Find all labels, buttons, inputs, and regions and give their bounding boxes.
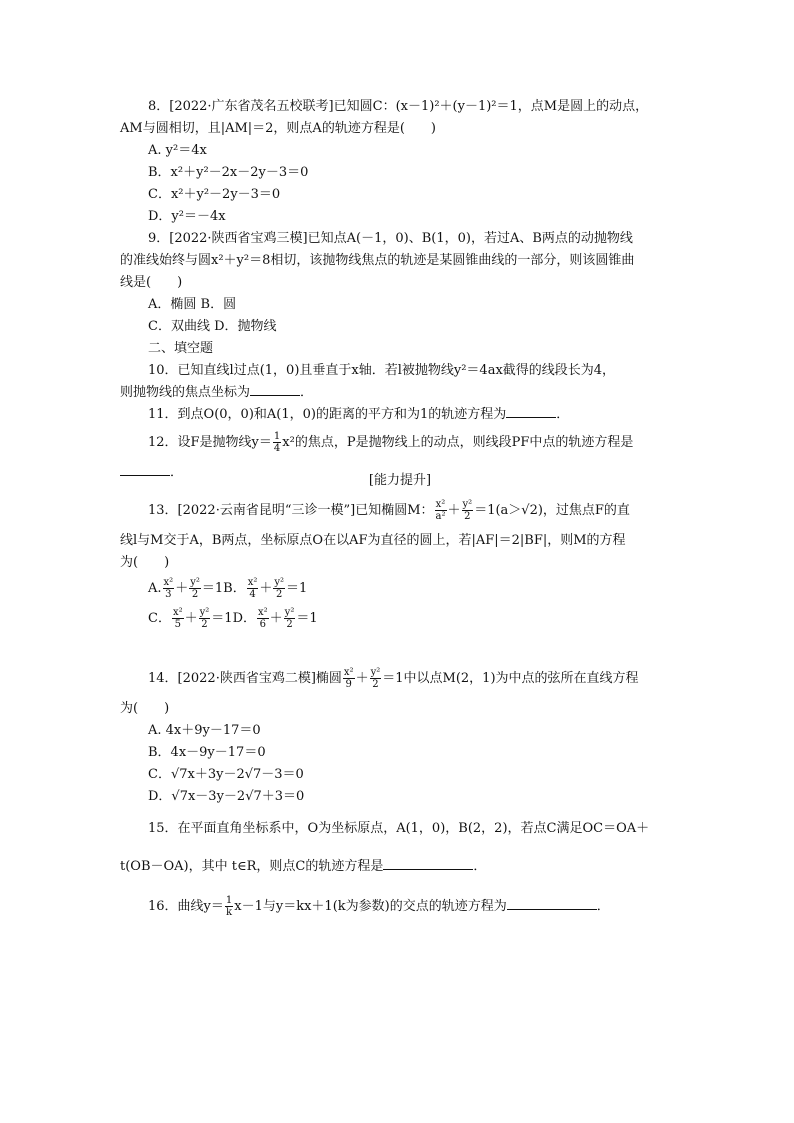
q13-a-frac-1-den: 3	[165, 589, 172, 600]
q13-option-b-end: ＝1	[286, 581, 308, 596]
question-15	[120, 818, 680, 878]
q13-d-frac-2	[284, 607, 296, 630]
q13-text-pre: 13．[2022·云南省昆明“三诊一模”]已知椭圆M：	[148, 503, 434, 518]
q13-b-frac-1	[247, 577, 259, 600]
q14-frac-2-num: y²	[370, 667, 381, 678]
q11-end: ．	[556, 407, 570, 422]
q9-options-ab: A．椭圆 B．圆	[148, 297, 237, 312]
q13-frac-1	[435, 499, 447, 522]
q8-option-a: A. y²＝4x	[148, 143, 207, 158]
q12-frac-den: 4	[273, 443, 281, 454]
q13-option-d-label: ＝1D．	[211, 611, 256, 626]
q13-b-frac-2	[273, 577, 285, 600]
q13-b-frac-1-num: x²	[247, 577, 258, 588]
q13-c-frac-2-den: 2	[201, 619, 208, 630]
q13-line2: 线l与M交于A，B两点，坐标原点O在以AF为直径的圆上，若|AF|＝2|BF|，则M的方程	[120, 533, 626, 548]
q13-a-frac-2-num: y²	[190, 577, 200, 588]
question-13	[120, 496, 680, 634]
q13-a-frac-2-den: 2	[191, 589, 199, 600]
q13-d-frac-2-num: y²	[284, 607, 295, 618]
q13-a-frac-2	[189, 577, 201, 600]
q13-c-frac-2	[199, 607, 211, 630]
q13-frac-2	[462, 499, 474, 522]
q16-answer-blank	[507, 897, 597, 910]
q15-line2: t(OB－OA)，其中 t∈R，则点C的轨迹方程是	[120, 859, 384, 874]
q13-line3: 为( )	[120, 555, 170, 570]
q15-answer-blank	[383, 857, 473, 870]
section-fill-in-title: 二、填空题	[148, 341, 214, 356]
section-ability	[120, 470, 680, 492]
q13-b-frac-1-den: 4	[249, 589, 256, 600]
q16-text-pre: 16．曲线y＝	[148, 899, 224, 914]
q13-c-frac-1-den: 5	[174, 619, 181, 630]
q15-end: ．	[473, 859, 487, 874]
q13-frac-1-den: a²	[435, 511, 446, 522]
q14-text-pre: 14．[2022·陕西省宝鸡二模]椭圆	[148, 671, 342, 686]
q13-b-frac-2-den: 2	[276, 589, 283, 600]
q13-c-frac-1	[172, 607, 184, 630]
q14-plus: ＋	[355, 671, 369, 686]
q13-d-frac-1-num: x²	[258, 607, 268, 618]
q9-line2: 的准线始终与圆x²＋y²＝8相切，该抛物线焦点的轨迹是某圆锥曲线的一部分，则该圆锥曲	[120, 253, 635, 268]
q15-line1: 15．在平面直角坐标系中，O为坐标原点，A(1，0)，B(2，2)，若点C满足OC＝OA＋	[148, 821, 650, 836]
q13-c-frac-1-num: x²	[172, 607, 183, 618]
q16-end: ．	[596, 899, 610, 914]
q8-option-d: D．y²＝－4x	[148, 209, 226, 224]
q14-option-b: B．4x－9y－17＝0	[148, 745, 266, 760]
q8-option-c: C．x²＋y²－2y－3＝0	[148, 187, 281, 202]
q13-options-ab	[120, 574, 680, 604]
question-10	[120, 360, 680, 404]
question-11	[120, 404, 680, 426]
q9-options-cd: C．双曲线 D．抛物线	[148, 319, 277, 334]
q12-text-post: x²的焦点，P是抛物线上的动点，则线段PF中点的轨迹方程是	[282, 435, 634, 450]
q13-frac-2-num: y²	[462, 499, 473, 510]
q12-text-pre: 12．设F是抛物线y＝	[148, 435, 272, 450]
section-ability-title: [能力提升]	[368, 473, 432, 488]
q14-line2: 为( )	[120, 701, 170, 716]
question-9	[120, 228, 680, 338]
q13-frac-1-num: x²	[435, 499, 446, 510]
q16-text-post: x－1与y＝kx＋1(k为参数)的交点的轨迹方程为	[234, 899, 507, 914]
q14-option-c: C．√7x＋3y－2√7－3＝0	[148, 767, 304, 782]
q14-frac-2-den: 2	[372, 679, 379, 690]
q14-option-a: A. 4x＋9y－17＝0	[148, 723, 261, 738]
q12-frac-num: 1	[273, 431, 281, 442]
q13-d-frac-2-den: 2	[286, 619, 293, 630]
q9-line1: 9．[2022·陕西省宝鸡三模]已知点A(－1，0)、B(1，0)，若过A、B两点的动抛物线	[148, 231, 633, 246]
q13-b-plus: ＋	[259, 581, 273, 596]
q16-fraction	[225, 895, 233, 918]
question-14	[120, 664, 680, 808]
q13-options-cd	[120, 604, 680, 634]
q13-option-b-label: ＝1B．	[201, 581, 246, 596]
q10-line2: 则抛物线的焦点坐标为	[120, 385, 251, 400]
q14-frac-2	[370, 667, 382, 690]
q13-d-plus: ＋	[269, 611, 283, 626]
q14-text-post: ＝1中以点M(2，1)为中点的弦所在直线方程	[382, 671, 639, 686]
q14-frac-1	[343, 667, 355, 690]
q13-plus: ＋	[447, 503, 461, 518]
q8-option-b: B．x²＋y²－2x－2y－3＝0	[148, 165, 309, 180]
q10-end: ．	[300, 385, 314, 400]
q13-d-frac-1-den: 6	[259, 619, 267, 630]
q16-frac-num: 1	[225, 895, 233, 906]
q14-frac-1-den: 9	[345, 679, 352, 690]
q16-frac-den: k	[226, 907, 233, 918]
section-fill-in	[120, 338, 680, 360]
q13-a-frac-1	[163, 577, 175, 600]
question-16	[120, 892, 680, 922]
q13-c-frac-2-num: y²	[199, 607, 210, 618]
q13-c-plus: ＋	[184, 611, 198, 626]
q13-frac-2-den: 2	[464, 511, 471, 522]
q12-fraction	[273, 431, 281, 454]
q9-line3: 线是( )	[120, 275, 183, 290]
q10-line1: 10．已知直线l过点(1，0)且垂直于x轴．若l被抛物线y²＝4ax截得的线段长为4，	[148, 363, 616, 378]
q11-text: 11．到点O(0，0)和A(1，0)的距离的平方和为1的轨迹方程为	[148, 407, 507, 422]
q13-a-frac-1-num: x²	[163, 577, 174, 588]
question-8	[120, 96, 680, 228]
q13-text-post: ＝1(a＞√2)，过焦点F的直	[474, 503, 630, 518]
q13-d-frac-1	[257, 607, 269, 630]
q13-option-d-end: ＝1	[296, 611, 318, 626]
q13-a-plus: ＋	[175, 581, 189, 596]
q13-option-a-label: A.	[148, 581, 162, 596]
q13-option-c-label: C．	[148, 611, 171, 626]
q14-frac-1-num: x²	[343, 667, 354, 678]
q8-line2: AM与圆相切，且|AM|＝2，则点A的轨迹方程是( )	[120, 121, 436, 136]
q13-b-frac-2-num: y²	[274, 577, 285, 588]
q12-end: ．	[170, 465, 184, 480]
q14-option-d: D．√7x－3y－2√7＋3＝0	[148, 789, 305, 804]
q8-line1: 8．[2022·广东省茂名五校联考]已知圆C：(x－1)²＋(y－1)²＝1，点M是圆上的动点，	[148, 99, 649, 114]
q10-answer-blank	[250, 383, 300, 396]
q11-answer-blank	[506, 405, 556, 418]
